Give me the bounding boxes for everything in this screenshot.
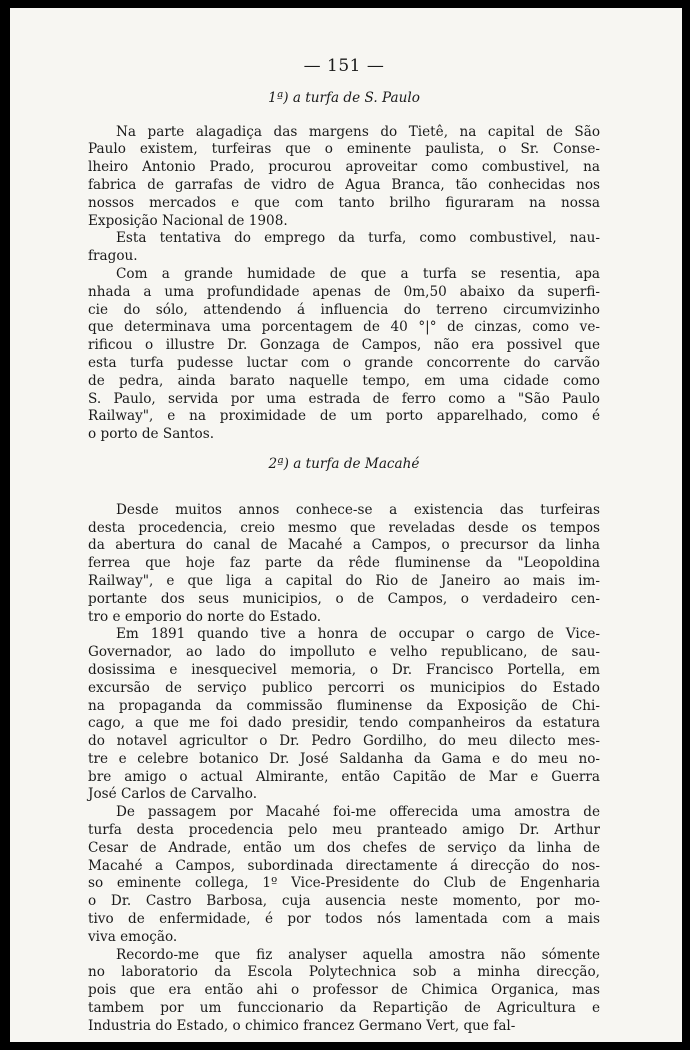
text-line: Railway", e que liga a capital do Rio de Janeiro ao mais im- <box>88 572 600 589</box>
paragraph <box>88 230 600 266</box>
text-line: cago, a que me foi dado presidir, tendo companheiros da estatura <box>88 715 600 732</box>
page-number: — 151 — <box>303 56 385 76</box>
section-body-sao-paulo <box>88 124 600 444</box>
text-line: Railway", e na proximidade de um porto apparelhado, como é <box>88 408 600 425</box>
text-line: pois que era então ahi o professor de Chimica Organica, mas <box>88 982 600 999</box>
text-line: excursão de serviço publico percorri os municipios do Estado <box>88 679 600 696</box>
text-line: turfa desta procedencia pelo meu pranteado amigo Dr. Arthur <box>88 822 600 839</box>
text-line: fabrica de garrafas de vidro de Agua Branca, tão conhecidas nos <box>88 176 600 193</box>
text-line: viva emoção. <box>88 928 178 945</box>
text-line: Esta tentativa do emprego da turfa, como combustivel, nau- <box>116 230 600 247</box>
text-line: Macahé a Campos, subordinada directamente á direcção do nos- <box>88 857 600 874</box>
text-line: ferrea que hoje faz parte da rêde fluminense da "Leopoldina <box>88 555 600 572</box>
text-line: lheiro Antonio Prado, procurou aproveitar como combustivel, na <box>88 159 600 176</box>
text-line: S. Paulo, servida por uma estrada de ferro como a "São Paulo <box>88 390 600 407</box>
text-line: nhada a uma profundidade apenas de 0m,50 abaixo da superfi- <box>88 283 600 300</box>
text-line: no laboratorio da Escola Polytechnica sob a minha direcção, <box>88 964 600 981</box>
text-line: so eminente collega, 1º Vice-Presidente do Club de Engenharia <box>88 875 600 892</box>
text-line: tivo de enfermidade, é por todos nós lamentada com a mais <box>88 911 600 928</box>
text-line: Cesar de Andrade, então um dos chefes de serviço da linha de <box>88 839 600 856</box>
section-title-sao-paulo: 1ª) a turfa de S. Paulo <box>268 89 420 106</box>
text-line: José Carlos de Carvalho. <box>88 786 258 803</box>
text-line: Recordo-me que fiz analyser aquella amostra não sómente <box>116 946 600 963</box>
text-line: de pedra, ainda barato naquelle tempo, em uma cidade como <box>88 372 600 389</box>
paragraph <box>88 626 600 804</box>
text-line: que determinava uma porcentagem de 40 °|° de cinzas, como ve- <box>88 319 600 336</box>
text-line: da abertura do canal de Macahé a Campos, o precursor da linha <box>88 537 600 554</box>
text-line: na propaganda da commissão fluminense da Exposição de Chi- <box>88 697 600 714</box>
paragraph <box>88 947 600 1036</box>
text-line: Com a grande humidade de que a turfa se resentia, apa <box>116 265 600 282</box>
text-line: cie do sólo, attendendo á influencia do terreno circumvizinho <box>88 301 600 318</box>
text-line: bre amigo o actual Almirante, então Capitão de Mar e Guerra <box>88 768 600 785</box>
text-line: Paulo existem, turfeiras que o eminente paulista, o Sr. Conse- <box>88 141 600 158</box>
paragraph <box>88 502 600 627</box>
text-line: Em 1891 quando tive a honra de occupar o cargo de Vice- <box>116 626 600 643</box>
text-line: Governador, ao lado do impolluto e velho republicano, de sau- <box>88 644 600 661</box>
text-line: o Dr. Castro Barbosa, cuja ausencia neste momento, por mo- <box>88 893 600 910</box>
paragraph <box>88 266 600 444</box>
text-line: Exposição Nacional de 1908. <box>88 212 288 229</box>
document-page <box>10 8 682 1042</box>
text-line: do notavel agricultor o Dr. Pedro Gordilho, do meu dilecto mes- <box>88 733 600 750</box>
text-line: fragou. <box>88 248 138 265</box>
text-line: dosissima e inesquecivel memoria, o Dr. Francisco Portella, em <box>88 661 600 678</box>
paragraph <box>88 804 600 946</box>
text-line: Industria do Estado, o chimico francez Germano Vert, que fal- <box>88 1017 516 1034</box>
text-line: o porto de Santos. <box>88 426 215 443</box>
text-line: De passagem por Macahé foi-me offerecida uma amostra de <box>116 804 600 821</box>
text-line: desta procedencia, creio mesmo que reveladas desde os tempos <box>88 519 600 536</box>
text-line: tambem por um funccionario da Repartição de Agricultura e <box>88 1000 600 1017</box>
page-content <box>88 58 600 1036</box>
paragraph <box>88 124 600 231</box>
text-line: rificou o illustre Dr. Gonzaga de Campos, não era possivel que <box>88 337 600 354</box>
text-line: Desde muitos annos conhece-se a existencia das turfeiras <box>116 501 600 518</box>
text-line: tro e emporio do norte do Estado. <box>88 608 322 625</box>
section-body-macahe <box>88 502 600 1036</box>
section-title-macahe: 2ª) a turfa de Macahé <box>268 455 420 472</box>
text-line: portante dos seus municipios, o de Campos, o verdadeiro cen- <box>88 590 600 607</box>
text-line: tre e celebre botanico Dr. José Saldanha da Gama e do meu no- <box>88 750 600 767</box>
text-line: nossos mercados e que com tanto brilho figuraram na nossa <box>88 194 600 211</box>
text-line: esta turfa pudesse luctar com o grande concorrente do carvão <box>88 354 600 371</box>
text-line: Na parte alagadiça das margens do Tietê, na capital de São <box>116 123 600 140</box>
